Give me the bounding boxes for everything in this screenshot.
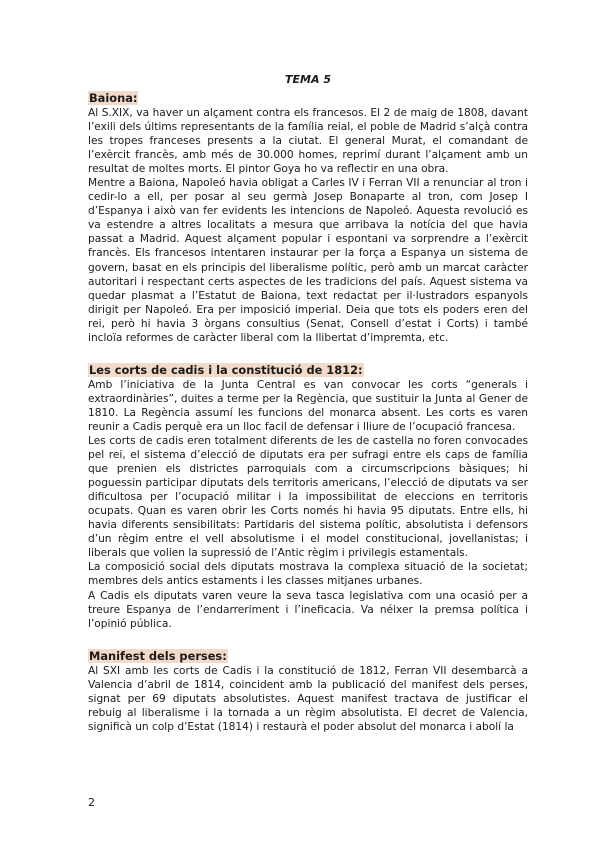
paragraph: Al SXI amb les corts de Cadis i la constitució de 1812, Ferran VII desembarcà a Valencia d’abril de 1814, coincident amb la publicació del manifest dels perses, signat per 69 diputats absolutistes. Aquest manifest tractava de justificar el rebuig al liberalisme i la tornada a un règim absolutista. El decret de Valencia, significà un colp d’Estat (1814) i restaurà el poder absolut del monarca i abolí la <box>88 664 528 733</box>
paragraph: Mentre a Baiona, Napoleó havia obligat a Carles IV i Ferran VII a renunciar al tron i cedir-lo a ell, per posar al seu germà Josep Bonaparte al tron, com Josep I d’Espanya i això van fer evidents les intencions de Napoleó. Aquesta revolució es va estendre a altres localitats a mesura que arribava la notícia del que havia passat a Madrid. Aquest alçament popular i espontani va sorprendre a l’exèrcit francès. Els francesos intentaren instaurar per la força a Espanya un sistema de govern, basat en els principis del liberalisme polític, però amb un marcat caràcter autoritari i respectant certs aspectes de les tradicions del país. Aquest sistema va quedar plasmat a l’Estatut de Baiona, text redactat per il·lustradors espanyols dirigit per Napoleó. Era per imposició imperial. Deia que tots els poders eren del rei, però hi havia 3 òrgans consultius (Senat, Consell d’estat i Corts) i també incloïa reformes de caràcter liberal com la llibertat d’impremta, etc. <box>88 177 528 344</box>
paragraph: Les corts de cadis eren totalment diferents de les de castella no foren convocades pel rei, el sistema d’elecció de diputats era per sufragi entre els caps de família que prenien els districtes parroquials com a circumscripcions bàsiques; hi poguessin participar diputats dels territoris americans, l’elecció de diputats va ser dificultosa per l’ocupació militar i la impossibilitat de eleccions en territoris ocupats. Quan es varen obrir les Corts només hi havia 95 diputats. Entre ells, hi havia diferents sensibilitats: Partidaris del sistema polític, absolutista i defensors d’un règim entre el vell absolutisme i el model constitucional, jovellanistas; i liberals que volien la supressió de l’Antic règim i privilegis estamentals. <box>88 434 528 560</box>
section-heading: Les corts de cadis i la constitució de 1812: <box>89 362 363 377</box>
paragraph: A Cadis els diputats varen veure la seva tasca legislativa com una ocasió per a treure Espanya de l’endarreriment i l’ineficacia. Va néixer la premsa política i l’opinió pública. <box>88 589 528 630</box>
document-body <box>88 73 528 734</box>
paragraph: La composició social dels diputats mostrava la complexa situació de la societat; membres dels antics estaments i les classes mitjanes urbanes. <box>88 561 528 588</box>
section-baiona <box>88 87 528 345</box>
section-corts-cadis <box>88 359 528 631</box>
page-number: 2 <box>88 796 95 809</box>
spacer <box>88 631 528 645</box>
paragraph: Al S.XIX, va haver un alçament contra els francesos. El 2 de maig de 1808, davant l’exili dels últims representants de la família reial, el poble de Madrid s’alçà contra les tropes franceses presents a la ciutat. El general Murat, el comandant de l’exèrcit francès, amb més de 30.000 homes, reprimí durant l’alçament amb un resultat de moltes morts. El pintor Goya ho va reflectir en una obra. <box>88 107 528 176</box>
section-manifest-perses <box>88 645 528 734</box>
page-title: TEMA 5 <box>285 73 331 86</box>
spacer <box>88 345 528 359</box>
paragraph: Amb l’iniciativa de la Junta Central es van convocar les corts “generals i extraordinàries”, duites a terme per la Regència, que sustituir la Junta al Gener de 1810. La Regència assumí les funcions del monarca absent. Les corts es varen reunir a Cadis perquè era un lloc facil de defensar i lliure de l’ocupació francesa. <box>88 378 528 433</box>
section-heading: Baiona: <box>89 91 138 105</box>
section-heading: Manifest dels perses: <box>89 648 227 663</box>
